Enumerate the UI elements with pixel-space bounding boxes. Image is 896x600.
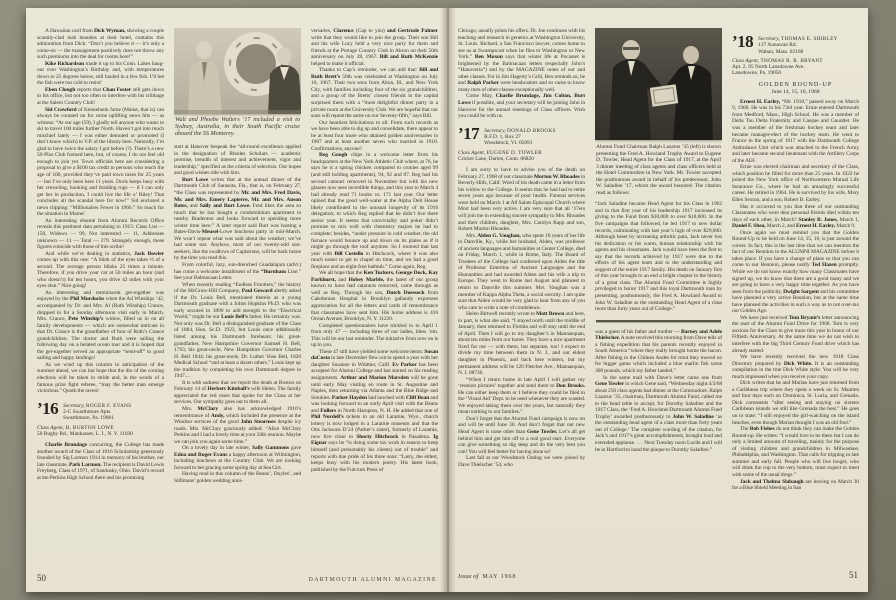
magazine-spread — [26, 8, 868, 592]
paragraph: These 47 still have yielded some welcome items: Susan daCosta in late December flew out to spend a year with her daughter Susanne in Whittier, Calif. Ev Parker has been accepted for Alumni College and has started on his reading assignments. Arthur and Marion Marsden will be gone until early May visiting en route in St. Augustine and Naples, then returning via Atlanta and the Blue Ridge and Smokies. Parker Hayden had lunched with Cliff Bean and was looking forward to an early April visit with the Beans and Fullers in North Hampton, N. H. He added that one of Phil Nordell’s tickets in an old Laramie, Wyo., church lottery is now lodged in a Laramie museum and that the Otis Jacksons D’24 (Parker’s sister), formerly of Laramie, now live close to Shorty Hitchcock in Pasadena. Ig Eignar says he “is doing some tax work in season to keep himself (and presumably his clients) out of trouble” and reports with due pride of his three sons: “Larry, the eldest, keeps busy with his modern poetry. His latest book, published by the Fulcrum Press of — [311, 348, 438, 473]
secretary-address-1: 2-C Swarthmore Apts. — [63, 408, 112, 415]
class-1917-notes-continued — [595, 329, 722, 453]
issue-date: MAY 1968 — [482, 574, 517, 580]
class-1918-notes — [732, 99, 859, 492]
class-year-18: ’18 — [732, 32, 754, 51]
class-1916-header — [37, 398, 164, 422]
paragraph: Come May, Charlie Brundage, Jim Colton, Burt Lowe if possible, and your secretary will be joining John in Hanover for the annual meetings of Class officers. Wish you could be with us. — [458, 93, 585, 120]
secretary-address-2: Woodstock, Vt. 05091 — [484, 140, 533, 147]
paragraph: When recently reading “Endless Frontiers,” the history of the McGraw-Hill Company, Paul Goward alertly asked if the Dr. Louis Bell, mentioned therein as a young Dartmouth graduate with a Johns Hopkins Ph.D. who was early secured in 1890 to add strength to the “Electrical World,” might be our Louis Bell’s father. He certainly was. Not only was Dr. Bell a distinguished graduate of the Class of 1884, Hon. Sc.D. 1923, but Louis once additionally listed among his Dartmouth forebears: his great-grandfather, New Hampshire Governor Samuel H. Bell, 1793; his great-uncle, New Hampshire Governor Charles H. Bell 1844; his great-uncle, Dr. Luther Vose Bell, 1826 Medical School “and at least a dozen others.” Louis kept up the tradition by completing his own Dartmouth degree in 1947.... — [174, 281, 301, 380]
paragraph: We have just received Tom Bryant’s letter announcing the start of the Alumni Fund Drive for 1968. Tom is very anxious for the Class to give more this year in honor of our Fiftieth Anniversary. At the same time we do not wish to interfere with the big Third Century Fund drive which has already started. — [732, 314, 859, 354]
class-agent-name: H. BURTON LOWE — [65, 424, 114, 431]
page-50 — [26, 8, 447, 592]
page-50-column-3 — [311, 28, 438, 566]
class-1916-notes-end — [458, 28, 585, 120]
page-number-51: 51 — [849, 570, 858, 580]
paragraph: A Hawaiian card from Dick Wyman, showing a couple scantily-clad lush beauties at their hotel, contains this admonition from Dick: “Don’t you believe it — it’s only a come-on — the management positively does not throw any such premiums into the deal for rooms here!” — [37, 28, 164, 61]
paragraph: We all hope that the Ken Tuckers, George Dock, Kay Parkhurst, and Hobey Marble, the latest of our group known to have had cataracts removed, came through as well as Reg. Through his son, Dutch Doesseck from Caledonian Hospital in Brooklyn gallantly expresses appreciation for all the letters and cards of remembrance that classmates have sent him. His home address is 416 Ocean Avenue, Brooklyn, N. Y. 11226. — [311, 270, 438, 323]
page-51-column-2 — [595, 28, 722, 566]
paragraph: Burt Lowe writes that at the annual dinner of the Dartmouth Club of Sarasota, Fla., that is, on February 27, “the Class was represented by Mr. and Mrs. Fred Davis, Mr. and Mrs. Emery Lapierre, Mr. and Mrs. Anson Bates, and Sally and Burt Lowe. Fred likes the area so much that he has bought a condominium apartment in nearby Bradenton and looks forward to spending more winter time here.” A later report said Burt was hosting a Bates-Davis-Meusel-Lowe luncheon party in mid-March. We won’t repeat what was said about the weather; we’ve had some too. Anyhow, most of our twenty-odd sun-seekers, like the swallows of Capistrano, will be back home by the time you read this. — [174, 176, 301, 262]
photo-caption-walters: Walt and Phoebe Walters ’17 included a visit to Sydney, Australia, in their South Pacific cruise aboard the SS Monterey. — [175, 117, 300, 138]
class-1918-agent-address-2: Lansdowne, Pa. 19050 — [732, 70, 782, 77]
class-year-16: ’16 — [37, 398, 59, 418]
class-1917-agent-address: Cricket Lane, Darien, Conn. 06820 — [458, 155, 534, 162]
paragraph: Sid Crawford of Kennebunk fame (Maine, that is) can always be counted on for some uplifting news bits — as witness: “At our age (59), I gladly tell anyone who wants to ski to travel 100 miles further North. Haven’t got into much mischief lately — I was either demoted or promoted (I don’t know which) to V.P. of the library here. Naturally, I’m glad to have twice the salary I got before (?). There’s a new 50-Plus Club formed here, but, of course, I do not feel old enough to join yet. Town officials here are considering a proposal to give a $100 tax credit to persons who reach the age of 100, provided they’ve paid town taxes for 25 years — but I’ve only been here 11 years. Doris keeps busy with her creweling, hooking and braiding rugs — if I can only get her in production, I could live the life o’ Riley! That concludes all the scandal here for now!” Sid enclosed a news clipping: “Millionaires Fewer in 1966.” So much for the situation in Maine! — [37, 106, 164, 218]
page-number-50: 50 — [37, 573, 46, 583]
paragraph: Ernest H. Earley, “Mr. 1918,” passed away on March 9, 1968. He was in his 73rd year. Ernie entered Dartmouth from Medford, Mass., High School. He was a member of Delta Tau Delta Fraternity and Casque and Gauntlet. He was a member of the freshman hockey team and later became manager-elect of the hockey team. He went to France in the spring of 1917 with the Dartmouth College Ambulance Unit which was attached to the French Army and later became second lieutenant with the Artillery Corps of the AEF. — [732, 98, 859, 164]
class-1915-notes — [37, 28, 164, 395]
secretary-address-1: 137 Annawan Rd. — [758, 42, 797, 49]
secretary-address-2: Waban, Mass. 02168 — [758, 48, 804, 55]
class-1918-agent-address-1: Apt. 2, 95 North Lansdowne Ave. — [732, 64, 805, 71]
paragraph: Dick writes that he and Marian have just returned from a Caribbean trip where they spent a week on St. Maarten and four days each on Dominica, St. Lucia, and Grenada. Dick comments “after seeing and staying on sixteen Caribbean islands we still like Grenada the best.” He goes on to state: “I still enjoyed the girl-watching on the island beaches, even though Marian thought I was an old fool.” — [732, 380, 859, 426]
paragraph: In the same mail with Dave’s letter came one from Gene Towler in which Gene said, “Wednesday night 4/3/68 about 250 class agents had dinner at the Commodore. Ralph Lazarus ’35, chairman, Dartmouth Alumni Fund, called me to the head table to accept, for Dorothy Saladine and the 1917 Class, the ‘Fred A. Howland-Dartmouth Alumni Fund Trophy’ awarded posthumously to John W. Saladine ‘as the outstanding head agent of a class more than forty years out of College.’ The complete wording of the citation, for Jack’s and 1917’s great accomplishments, brought loud and extended applause. . . . Next Tuesday noon Lucile and I will be in Hartford to hand the plaque to Dorothy Saladine.” — [595, 374, 722, 453]
class-1916-notes-continued — [174, 144, 301, 484]
secretary-address-1: R.F.D. 1, Box 27 — [484, 133, 521, 140]
secretary-address-2: Swarthmore, Pa. 19081 — [63, 415, 114, 422]
paragraph: Once again we must remind you that the Golden Round-Up to be held on June 14, 15, 16, is just around the corner. In fact, this is the last time that we can mention the fact of our Reunion in the ALUMNI MAGAZINE before it takes place. If you have a change of plans so that you can come to our Reunion, please notify Ted Hazen promptly. While we do not know exactly how many Classmates have signed up, we do know that there are a good many and we are going to have a very happy time together. As you have seen from the publicity, Dwight Sargent and his committee have planned a very active Reunion, but at the same time have planned the activities in such a way as to not over-tax our Golden Age. — [732, 229, 859, 315]
page-51 — [447, 8, 868, 592]
paragraph: “When I return home in late April I will gather my ‘reunion pictures’ together and send them to Don Brooks. He can either keep them or I believe they could be filed in the ‘Visual Aid’ Dept. to be used whenever they are wanted. We enjoyed taking them over the years, but naturally they mean nothing to our families.” — [458, 376, 585, 416]
photo-howland-trophy-presentation — [595, 28, 722, 140]
issue-prefix: Issue of — [458, 573, 479, 580]
paragraph: Jack and Thelma Slabaugh are leaving on March 30 for a Blue Shield Meeting in San — [732, 478, 859, 492]
golden-roundup-notice — [732, 82, 859, 95]
photo-caption-howland-trophy: Alumni Fund Chairman Ralph Lazarus ’35 (left) is shown presenting the Fred A. Howland Trophy Award to Eugene D. Towler, Head Agent for the Class of 1917, at the April 3 dinner meeting of class agents and class officers held at the Hotel Commodore in New York. Mr. Towler accepted the posthumous award in behalf of his predecessor, John W. Saladine ’17, whom the award honored. The citation read as follows: — [596, 144, 721, 196]
paragraph: The Bob Fishes do not think they can make the Golden Round-up. He writes: “I would love to be there but I can do only a limited amount of traveling, mainly for the purpose of visiting children and grandchildren in Milwaukee, Philadelphia, and Washington. That calls for tripping in late summer and early fall. People who will live longer, who will drink the cup to the very bottom, must expect to meet with some of the usual dregs.” — [732, 426, 859, 478]
class-1916-notes-start — [37, 442, 164, 481]
paragraph: Kike Richardson made it up to his Conn. Lakes hang-out over Washington’s Birthday and, with temperatures down to 25 degrees below, still hauled in a few fish. I’ll bet the fish were too cold to resist! — [37, 60, 164, 87]
class-agent-name: THOMAS B. R. BRYANT — [760, 57, 823, 64]
class-1916-secretary-block — [63, 402, 131, 422]
paragraph: Chicago, usually prints his offers. Dr. Joe continues with his teaching and research in genetics at Washington University, St. Louis. Richard, a San Francisco lawyer, comes home to see us at Swampscott when he flies to Washington or New York.” Ben Moxon says that winter life at Pocasset is brightened by the Balmacaan letters (especially John’s “Hanoveria”) and by the MAGAZINE notes of our and other classes. For in Jim Hagerty’s Grill, Ben reminds us, he and Ralph Parker were headwaiters and so came to know many men of other classes exceptionally well. — [458, 28, 585, 93]
paragraph: versaries, Clarence (Cap to you) and Gertrude Palmer write that they would like to join the group. Their son Bill and his wife Lucy held a very nice party for them and friends at the Portage Country Club in Akron on their 50th anniversary on July 28, 1967. Bill and Ruth McKenzie helped to make it official. — [311, 28, 438, 67]
paragraph: Mrs. McClary also has acknowledged 1916’s remembrance of Andy, which included the presence at the Windsor services of the good John Stearnses despite icy roads. Mrs. McClary graciously added: “Alice McClary Perkins and I had a lovely time at your 50th reunion. Maybe we can join you again some time.” — [174, 406, 301, 445]
issue-line — [458, 565, 516, 583]
saladine-citation — [595, 201, 722, 312]
paragraph: We have recently received the new 1918 Class Directory prepared by Dick White. It is an outstanding compilation in the true Dick White style. You will be very much impressed when you receive your copy. — [732, 354, 859, 380]
page-51-column-3 — [732, 28, 859, 566]
secretary-name: THOMAS E. SHIRLEY — [781, 36, 838, 42]
paragraph: Thanks to Cap’s reminder, we can add that: Bill and Ruth Brett’s 50th was celebrated at Washington on July 10, 1967. Their two sons from Alton, Ill., and New York City, with families including four of the six grandchildren, and a group of the Bretts’ closest friends in the capital surprised them with a “most delightful dinner party in a private room at the University Club. We are hopeful that our sons will repeat the same on our Seventy-fifth,” says Bill. — [311, 67, 438, 120]
paragraph: Helen Birtwell recently wrote to Mott Brown and here, in part, is what she said, “I stayed north until the middle of January, then returned to Florida and will stay until the end of April. Then I will go to my daughter’s in Mannasquan, about ten miles from our home. They have a nice apartment fixed for me — with them, but separate, too! I expect to divide my time between them in N. J., and our eldest daughter in Phoenix, and back here winters, but my permanent address will be 120 Fletcher Ave., Mannasquan, N. J. 08736. — [458, 311, 585, 377]
page-50-footer — [37, 573, 437, 583]
paragraph: An interesting résumé from Alumni Records Office reveals this pertinent data pertaining to 1915: Class List — 158, Widows — 99, Not interested — 11, Addresses unknown — 11 — Total — 279. Strangely enough, these figures coincide with those of this scribe! — [37, 217, 164, 251]
class-1918-header — [732, 32, 859, 55]
paragraph: And while we’re dealing in statistics, Jack Bowler comes up with this one: “A blink of the eyes takes ⅓ of a second. The average person blinks 25 times a minute. Therefore, if you drive your car at 50 miles an hour (and who doesn’t) for ten hours, you drive 42 miles with your eyes shut.” Nice going! — [37, 250, 164, 290]
class-1916-notes-column-3 — [311, 28, 438, 473]
class-agent-name: EUGENE D. TOWLER — [486, 149, 542, 156]
page-51-columns — [458, 28, 859, 566]
class-agent-label: Class Agent, — [732, 57, 760, 64]
class-1916-agent-address: 50 Rugby Rd., Manhasset, L. I., N. Y. 11030 — [37, 430, 133, 437]
secretary-label: Secretary, — [63, 402, 85, 409]
class-agent-label: Class Agent, — [37, 424, 65, 431]
paragraph: An interesting and reminiscent get-together was enjoyed by the Phil Murdocks when the Ad Winships ’42, accompanied by Dr. and Mrs. Al (Ruth Winship) Crance, dropped in for a Sunday afternoon visit early in March. Mrs. Crance, Pete Winship’s widow, filled us in on all family developments — which are somewhat intricate in that Dr. Crance is the grandfather of four of Ruth’s Crance grandchildren. The doctor and Ruth were sailing the following day on a belated ocean tour and it is hoped that the get-together served an appropriate “send-off” to good sailing and happy landings! — [37, 289, 164, 362]
paragraph: start at Hanover bespeak the “all-round excellence applied in the designation of Rhodes Scholars — academic promise, breadth of interest and achievement, vigor and leadership,” specified as the criteria of selection. Our hopes and good wishes ride with him. — [174, 144, 301, 177]
class-1918-secretary-block — [758, 35, 838, 55]
paragraph: Has it occurred to you that three of our outstanding Classmates who were dear personal friends died within ten days of each other, in March? Stanley B. Jones, March 1, Daniel F. Shea, March 2, and Ernest H. Earley, March 9. — [732, 203, 859, 230]
paragraph: Don’t forget that the Alumni Fund campaign is now on and will be until June 30. And don’t forget that our new Head Agent is none other than Gene Towler. Let’s all get behind him and get him off to a real good start. Everyone can give something so dig deep and do the very best you can! You will feel better for having done so! — [458, 415, 585, 455]
page-50-columns — [37, 28, 438, 566]
paragraph: From colorful, lazy, sun-drenched Guadalajara (advt.) has come a welcome installment of the “Burnham Line.” See your Balmacaan Letter. — [174, 261, 301, 282]
secretary-name: DONALD BROOKS — [507, 127, 556, 134]
class-year-17: ’17 — [458, 123, 480, 143]
paragraph: Charlie Brundage concurring, the College has made another award of the Class of 1916 Scholarship generously founded by Sig Larmon 1914 in memory of his brother, our late classmate, Park Larmon. The recipient is David Lewis Freyberg, Class of 1971, of Sandusky, Ohio. David’s record at the Perkins High School there and his promising — [37, 442, 164, 481]
secretary-name: ROGER F. EVANS — [86, 402, 132, 409]
class-1917-secretary-block — [484, 127, 556, 147]
photo-walters-ss-monterey — [174, 28, 301, 114]
section-divider-rule — [596, 320, 721, 322]
class-1917-notes — [458, 167, 585, 468]
paragraph: Completed questionnaires have trickled in to April 1 from only 47 — including three of our ladies, bless ’em. This will be our last reminder. The initiative from now on is up to you. — [311, 322, 438, 349]
paragraph: As we wind up this column in anticipation of the summer ahead, we can but hope that the din of the coming elections will be taken in stride and, in the words of a famous prize fight referee, “may the better man emerge victorious.” Quoth the raven! — [37, 361, 164, 395]
paragraph: Ernie was elected chairman and secretary of the Class, which position he filled for more than 25 years. In 1922 he joined the New York office of Northwestern Mutual Life Insurance Co., where he had an amazingly successful career. He retired in 1964. He is survived by his wife, Mary Ellen Sexton, and a son, Robert B. Earley. — [732, 164, 859, 203]
magazine-title-footer: DARTMOUTH ALUMNI MAGAZINE — [308, 577, 437, 583]
paragraph: was a guest of his father and mother — Barney and Adele Thielscher. A note received this morning from Dave tells of a fishing expedition that his parents recently enjoyed in South America “where they really brought home the bacon. After fishing in the Chilean Andes for trout they moved on for bigger game which included a blue marlin fish some 300 pounds, which my father landed.” — [595, 328, 722, 374]
golden-roundup-date: June 14, 15, 16, 1968 — [771, 88, 820, 95]
class-1917-header — [458, 123, 585, 147]
paragraph: Our heartiest felicitations to all. From such records as we have been able to dig up and consolidate, there appear to be at least four more who attained golden anniversaries in 1967 and at least another seven who married in 1918. Confirmations, anyone? — [311, 119, 438, 152]
paragraph: Reg Gough chips in a welcome letter from his headquarters at the New York Athletic Club where, at 76, he says he is a spring chicken compared to cronies aged 99 (and still holding apartments), 94, 92 and 87. Reg had his second cataract removed in November but with his new glasses now sees incredible things, and this year to March 4 had already read 71 books vs. 171 last year. Our letter opined that the good well-water at the Alpha Delt House likely contributed to the unusual longevity of its 1916 delegation; to which Reg replied that he didn’t live there senior year. It seems that conviviality and poker didn’t promise to mix well with chemistry majors he had to complete; besides, “under pressure in cold weather, the old furnace would bounce up and down on its plates as if it might go through the roof anytime. So I roomed that last year with Bill Costello in Hitchcock, where it was also much easier to get to chapel on time, and we had a good fireplace and an eight-foot bathtub.” Come again, Reg. — [311, 152, 438, 270]
secretary-label: Secretary, — [758, 36, 780, 42]
page-51-footer — [458, 565, 858, 583]
page-51-column-1 — [458, 28, 585, 566]
page-50-column-2 — [174, 28, 301, 566]
paragraph: I am sorry to have to advise you of the death on February 27, 1968 of our classmate Morton W. Rhoades in Beverly Hills, Calif. Word of his death came in a letter from his widow to the College. It seems that he had had to retire seven years ago because of poor health. Funeral services were held on March 1 at All Saints Episcopal Church where Mort had been very active. I am very sure that all ’17ers will join me in extending sincere sympathy to Mrs. Rhoades and their children, daughter, Mrs. Carolyn Rapp and son, Robert Morton Rhoades. — [458, 167, 585, 233]
paragraph: Last fall at our Woodstock Outing we were joined by Dave Thielscher ’54, who — [458, 455, 585, 468]
page-50-column-1 — [37, 28, 164, 566]
secretary-label: Secretary, — [484, 127, 506, 134]
paragraph: Mrs. Alden G. Vaughan, who spent 18 years of her life in Danville, Ky., while her husband, Alden, was professor of ancient languages and humanities at Center College, died on Friday, March 1, while in Rome, Italy. The Board of Trustees of the College had conferred upon Alden the title of Professor Emeritus of Ancient Languages and the Humanities and had awarded Alden and his wife a trip to Europe. They went to Rome last August and planned to return to Danville this summer. Mrs. Vaughan was a member of Kappa Alpha Theta, a social sorority. I am quite sure that Alden would be very glad to hear from any of you who care to write a note of condolence. — [458, 232, 585, 311]
paragraph: It is with sadness that we report the death at Boston on February 14 of Herbert Kimball’s wife Helen. The family appreciated the red roses that spoke for the Class at her services. Our sympathy goes out to them all. — [174, 379, 301, 406]
paragraph: Having read in this column of the Beans’, Doyles’, and Stillmans’ golden wedding anni- — [174, 471, 301, 485]
paragraph: On a lovely day in late winter, Sally Gammons gave Edna and Roger Evans a happy afternoon at Wilmington, including luncheon at the Country Club. We are looking forward to her gracing some spring day at Sea Girt. — [174, 445, 301, 471]
paragraph: “Jack Saladine became Head Agent for his Class in 1962 and in that first year of his leadership 1917 increased its giving to the Fund from $10,000 to over $18,000. In the five campaigns that followed, he led 1917 to new dollar records, culminating with last year’s high of over $29,000. Although beset by increasing arthritic pain, Jack never lost his dedication or his warm, human relationship with his agents and his classmates. Jack would have been the first to say that the records achieved by 1917 were due to the efforts of his agent team and to the understanding and support of the entire 1917 family. His death on January first of this year brought to an end a bright chapter in the history of a great class. The Alumni Fund Committee is highly privileged to honor 1917 and this loyal Dartmouth man by presenting, posthumously, the Fred A. Howland Award to John W. Saladine as the outstanding Head Agent of a class more than forty years out of College.” — [595, 201, 722, 313]
paragraph: Eben Clough reports that Chan Foster still gets down to his office, but not too often to interfere with his cribbage at the Salem Country Club! — [37, 86, 164, 107]
class-agent-label: Class Agent, — [458, 149, 486, 156]
golden-roundup-title: GOLDEN ROUND-UP — [758, 81, 833, 88]
